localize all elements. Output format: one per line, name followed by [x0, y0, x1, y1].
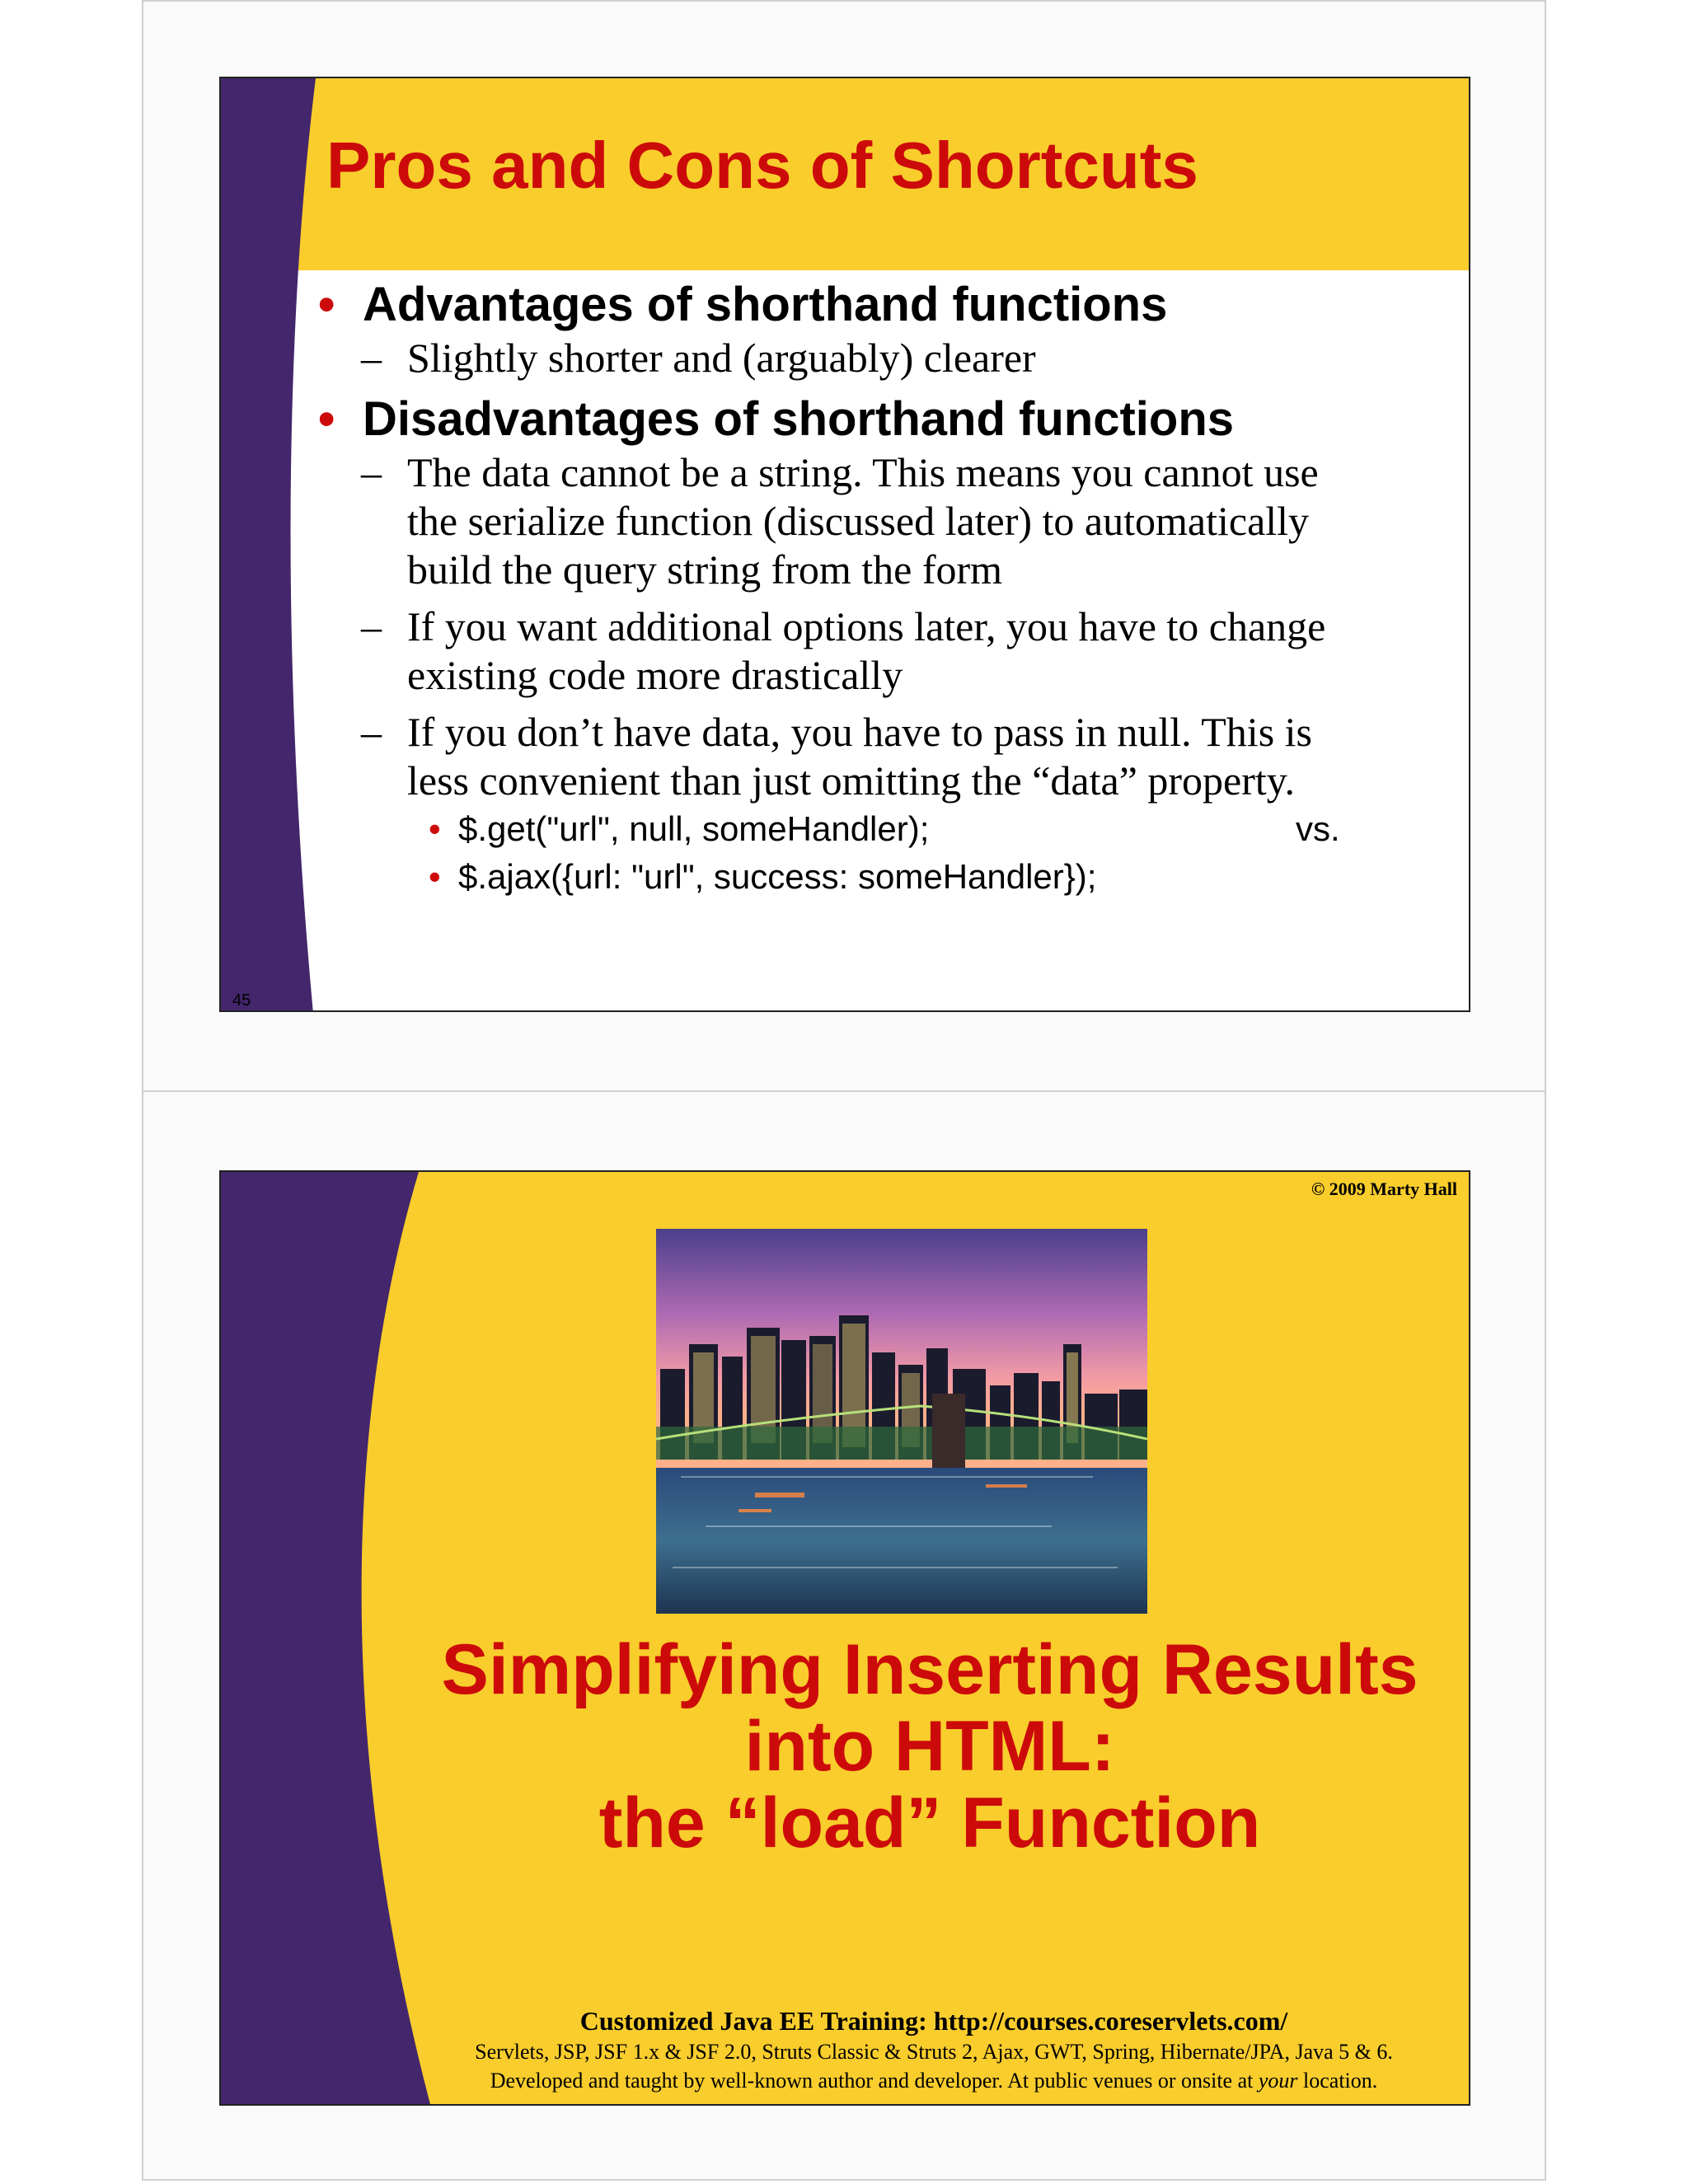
advantages-heading: Advantages of shorthand functions — [363, 278, 1168, 331]
sub-bullet-text: Slightly shorter and (arguably) clearer — [407, 335, 1036, 381]
bullet-advantages — [312, 276, 1449, 334]
bullet-marker: • — [318, 278, 335, 331]
bullet-marker: • — [318, 392, 335, 446]
code-example-get — [312, 805, 1449, 853]
slide-45 — [219, 77, 1470, 1012]
dash-marker: – — [361, 449, 382, 495]
section-title — [394, 1632, 1465, 1862]
footer-topics-line: Servlets, JSP, JSF 1.x & JSF 2.0, Struts Classic & Struts 2, Ajax, GWT, Spring, Hibernate/JPA, Java 5 & 6. — [475, 2040, 1393, 2064]
dash-marker: – — [361, 709, 382, 755]
page-divider — [142, 1090, 1546, 1092]
sub-bullet-disadvantage-2 — [312, 602, 1449, 700]
section-title-line: Simplifying Inserting Results — [441, 1630, 1418, 1709]
section-title-slide — [219, 1170, 1470, 2106]
versus-label: vs. — [1296, 809, 1340, 848]
sub-bullet-text: The data cannot be a string. This means you cannot use — [407, 449, 1319, 495]
footer-author-line — [394, 2066, 1470, 2095]
bullet-marker: • — [429, 809, 441, 848]
slide-body — [312, 276, 1449, 901]
sub-bullet-disadvantage-1 — [312, 448, 1449, 594]
code-example-ajax — [312, 853, 1449, 901]
dash-marker: – — [361, 603, 382, 649]
slide-footer — [394, 2004, 1470, 2095]
sub-bullet-text: the serialize function (discussed later) to automatically — [407, 498, 1310, 544]
bullet-disadvantages — [312, 391, 1449, 448]
sub-bullet-disadvantage-3 — [312, 708, 1449, 805]
sub-bullet-text: If you want additional options later, you have to change — [407, 603, 1326, 649]
sub-bullet-text: existing code more drastically — [407, 652, 903, 698]
section-title-line: the “load” Function — [598, 1783, 1261, 1863]
footer-emphasis: your — [1258, 2069, 1298, 2093]
bullet-marker: • — [429, 857, 441, 896]
code-text: $.ajax({url: "url", success: someHandler}); — [458, 857, 1097, 896]
sub-bullet-text: less convenient than just omitting the “data” property. — [407, 757, 1296, 804]
dash-marker: – — [361, 335, 382, 381]
city-skyline-photo — [656, 1229, 1147, 1614]
slide-title: Pros and Cons of Shortcuts — [326, 129, 1198, 202]
sub-bullet-advantage-1 — [312, 334, 1449, 382]
footer-training-line: Customized Java EE Training: http://courses.coreservlets.com/ — [579, 2006, 1288, 2036]
code-text: $.get("url", null, someHandler); — [458, 809, 930, 848]
footer-author-text: Developed and taught by well-known author and developer. At public venues or onsite at — [490, 2069, 1259, 2093]
copyright-notice: © 2009 Marty Hall — [1311, 1179, 1457, 1199]
slide-number: 45 — [232, 991, 251, 1010]
sub-bullet-text: build the query string from the form — [407, 546, 1003, 593]
sub-bullet-text: If you don’t have data, you have to pass in null. This is — [407, 709, 1312, 755]
disadvantages-heading: Disadvantages of shorthand functions — [363, 392, 1234, 446]
section-title-line: into HTML: — [744, 1707, 1115, 1786]
footer-author-text-end: location. — [1297, 2069, 1378, 2093]
